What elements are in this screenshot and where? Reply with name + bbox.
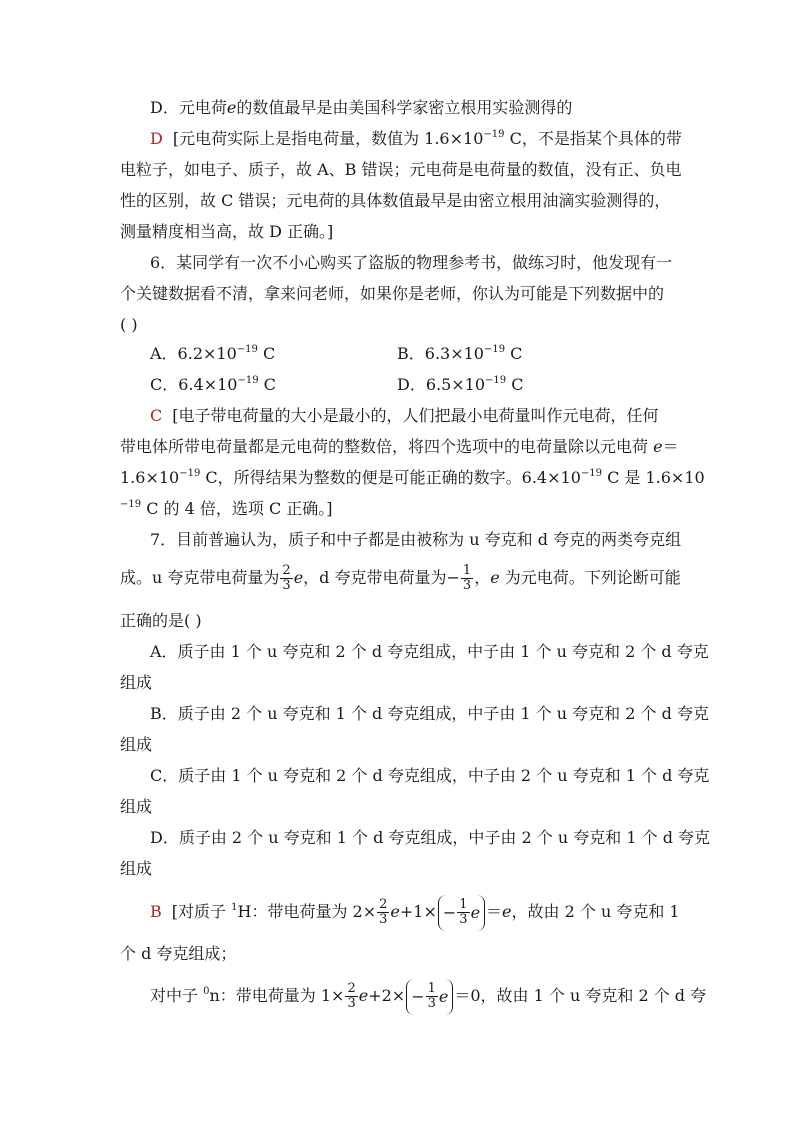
q7-answer: B	[150, 902, 162, 921]
parenthesis-group: − $\frac{1}{3}$ e	[406, 979, 453, 1015]
fraction-two-thirds: $\frac{2}{3}$	[282, 563, 291, 593]
q7-stem-line-1: 7．目前普遍认为，质子和中子都是由被称为 u 夸克和 d 夸克的两类夸克组	[150, 530, 682, 549]
q6-option-b: B．$6.3\times 10^{-19}$ C	[397, 343, 523, 363]
q5-explanation-line-3: 性的区别，故 C 错误；元电荷的具体数值最早是由密立根用油滴实验测得的，	[120, 191, 671, 210]
q6-answer: C	[150, 406, 163, 425]
q7-option-b-cont: 组成	[120, 735, 153, 754]
q7-stem-line-3: 正确的是( )	[120, 611, 202, 630]
q5-explanation-line-1: D [元电荷实际上是指电荷量，数值为 $1.6\times 10^{-19}$ C，不是指某个具体的带	[150, 128, 682, 148]
q7-explanation-proton: B [对质子 $^1$H：带电荷量为 2× $\frac{2}{3}$ e+1× − $\frac{1}{3}$ e ＝e，故由 2 个 u 夸克和 1	[150, 892, 710, 932]
q5-explanation-line-4: 测量精度相当高，故 D 正确。]	[120, 222, 334, 241]
q5-option-d: D．元电荷e的数值最早是由美国科学家密立根用实验测得的	[150, 98, 573, 117]
q6-stem-line-2: 个关键数据看不清，拿来问老师，如果你是老师，你认为可能是下列数据中的	[120, 284, 665, 303]
q5-explanation-line-2: 电粒子，如电子、质子，故 A、B 错误；元电荷是电荷量的数值，没有正、负电	[120, 160, 682, 179]
fraction-one-third: $\frac{1}{3}$	[462, 563, 472, 593]
q6-stem-line-3: ( )	[120, 315, 138, 334]
q7-option-d: D．质子由 2 个 u 夸克和 1 个 d 夸克组成，中子由 2 个 u 夸克和 1 个 d 夸克	[150, 828, 711, 847]
q6-explanation-line-1: C [电子带电荷量的大小是最小的，人们把最小电荷量叫作元电荷，任何	[150, 406, 659, 425]
q7-option-b: B．质子由 2 个 u 夸克和 1 个 d 夸克组成，中子由 1 个 u 夸克和 2 个 d 夸克	[150, 704, 709, 723]
q7-option-d-cont: 组成	[120, 859, 153, 878]
q7-explanation-proton-line-2: 个 d 夸克组成；	[120, 944, 237, 963]
q6-explanation-line-2: 带电体所带电荷量都是元电荷的整数倍，将四个选项中的电荷量除以元电荷 e＝	[120, 437, 679, 456]
q6-stem-line-1: 6．某同学有一次不小心购买了盗版的物理参考书，做练习时，他发现有一	[150, 253, 673, 272]
q5-answer: D	[150, 129, 163, 148]
q7-stem-line-2: 成。u 夸克带电荷量为 $\frac{2}{3}$ e，d 夸克带电荷量为− $\frac{1}{3}$ ，e 为元电荷。下列论断可能	[120, 563, 681, 593]
q6-option-a: A．$6.2\times 10^{-19}$ C	[150, 343, 276, 363]
q7-option-a: A．质子由 1 个 u 夸克和 2 个 d 夸克组成，中子由 1 个 u 夸克和 2 个 d 夸克	[150, 642, 709, 661]
q6-option-c: C．$6.4\times 10^{-19}$ C	[150, 374, 276, 394]
q7-option-c-cont: 组成	[120, 797, 153, 816]
q6-explanation-line-3: $1.6\times 10^{-19}$ C，所得结果为整数的便是可能正确的数字。$6.4\times 10^{-19}$ C 是 1.6×10	[120, 467, 705, 487]
parenthesis-group: − $\frac{1}{3}$ e	[438, 895, 485, 931]
q6-option-d: D．$6.5\times 10^{-19}$ C	[397, 374, 524, 394]
q7-option-a-cont: 组成	[120, 673, 153, 692]
q7-option-c: C．质子由 1 个 u 夸克和 2 个 d 夸克组成，中子由 2 个 u 夸克和 1 个 d 夸克	[150, 766, 710, 785]
q6-explanation-line-4: $^{-19}$ C 的 4 倍，选项 C 正确。]	[120, 498, 333, 518]
q7-explanation-neutron: 对中子 $^0$n：带电荷量为 1× $\frac{2}{3}$ e+2× − $\frac{1}{3}$ e ＝0，故由 1 个 u 夸克和 2 个 d 夸	[150, 976, 710, 1016]
